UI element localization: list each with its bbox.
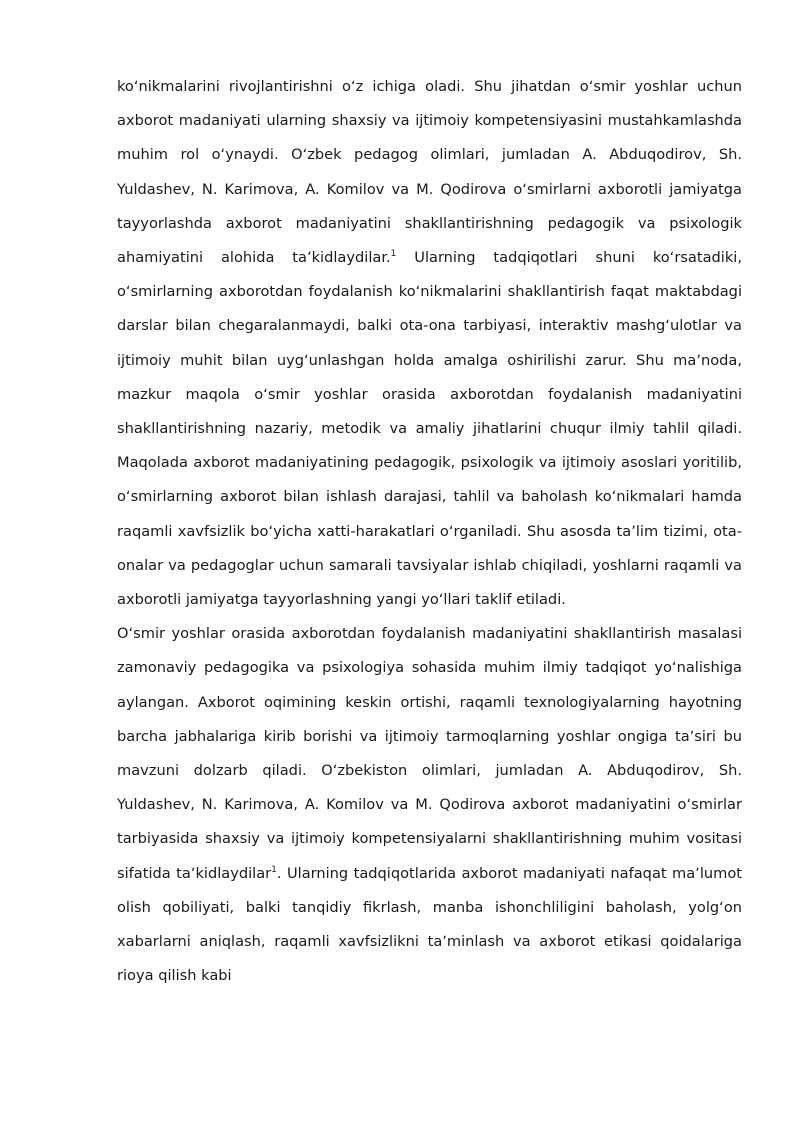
paragraph-2-text-after: . Ularning tadqiqotlarida axborot madaniyati nafaqat maʼlumot olish qobiliyati, balki tanqidiy fikrlash, manba ishonchliligini baholash, yolgʻon xabarlarni aniqlash, raqamli xavfsizlikni taʼminlash va axborot etikasi qoidalariga rioya qilish kabi <box>117 864 742 985</box>
paragraph-1 <box>117 70 742 617</box>
paragraph-1-text-before: koʻnikmalarini rivojlantirishni oʻz ichiga oladi. Shu jihatdan oʻsmir yoshlar uchun axborot madaniyati ularning shaxsiy va ijtimoiy kompetensiyasini mustahkamlashda muhim rol oʻynaydi. Oʻzbek pedagog olimlari, jumladan A. Abduqodirov, Sh. Yuldashev, N. Karimova, A. Komilov va M. Qodirova oʻsmirlarni axborotli jamiyatga tayyorlashda axborot madaniyatini shakllantirishning pedagogik va psixologik ahamiyatini alohida taʼkidlaydilar. <box>117 78 742 267</box>
paragraph-2-text-before: Oʻsmir yoshlar orasida axborotdan foydalanish madaniyatini shakllantirish masalasi zamonaviy pedagogika va psixologiya sohasida muhim ilmiy tadqiqot yoʻnalishiga aylangan. Axborot oqimining keskin ortishi, raqamli texnologiyalarning hayotning barcha jabhalariga kirib borishi va ijtimoiy tarmoqlarning yoshlar ongiga taʼsiri bu mavzuni dolzarb qiladi. Oʻzbekiston olimlari, jumladan A. Abduqodirov, Sh. Yuldashev, N. Karimova, A. Komilov va M. Qodirova axborot madaniyatini oʻsmirlar tarbiyasida shaxsiy va ijtimoiy kompetensiyalarni shakllantirishning muhim vositasi sifatida taʼkidlaydilar <box>117 625 742 882</box>
footnote-marker: 1 <box>271 864 277 875</box>
document-page <box>117 70 742 993</box>
footnote-marker: 1 <box>390 249 397 260</box>
paragraph-2 <box>117 617 742 993</box>
paragraph-1-text-after: Ularning tadqiqotlari shuni koʻrsatadiki, oʻsmirlarning axborotdan foydalanish koʻnikmalarini shakllantirish faqat maktabdagi darslar bilan chegaralanmaydi, balki ota-ona tarbiyasi, interaktiv mashgʻulotlar va ijtimoiy muhit bilan uygʻunlashgan holda amalga oshirilishi zarur. Shu maʼnoda, mazkur maqola oʻsmir yoshlar orasida axborotdan foydalanish madaniyatini shakllantirishning nazariy, metodik va amaliy jihatlarini chuqur ilmiy tahlil qiladi. Maqolada axborot madaniyatining pedagogik, psixologik va ijtimoiy asoslari yoritilib, oʻsmirlarning axborot bilan ishlash darajasi, tahlil va baholash koʻnikmalari hamda raqamli xavfsizlik boʻyicha xatti-harakatlari oʻrganiladi. Shu asosda taʼlim tizimi, ota-onalar va pedagoglar uchun samarali tavsiyalar ishlab chiqiladi, yoshlarni raqamli va axborotli jamiyatga tayyorlashning yangi yoʻllari taklif etiladi. <box>117 249 742 609</box>
